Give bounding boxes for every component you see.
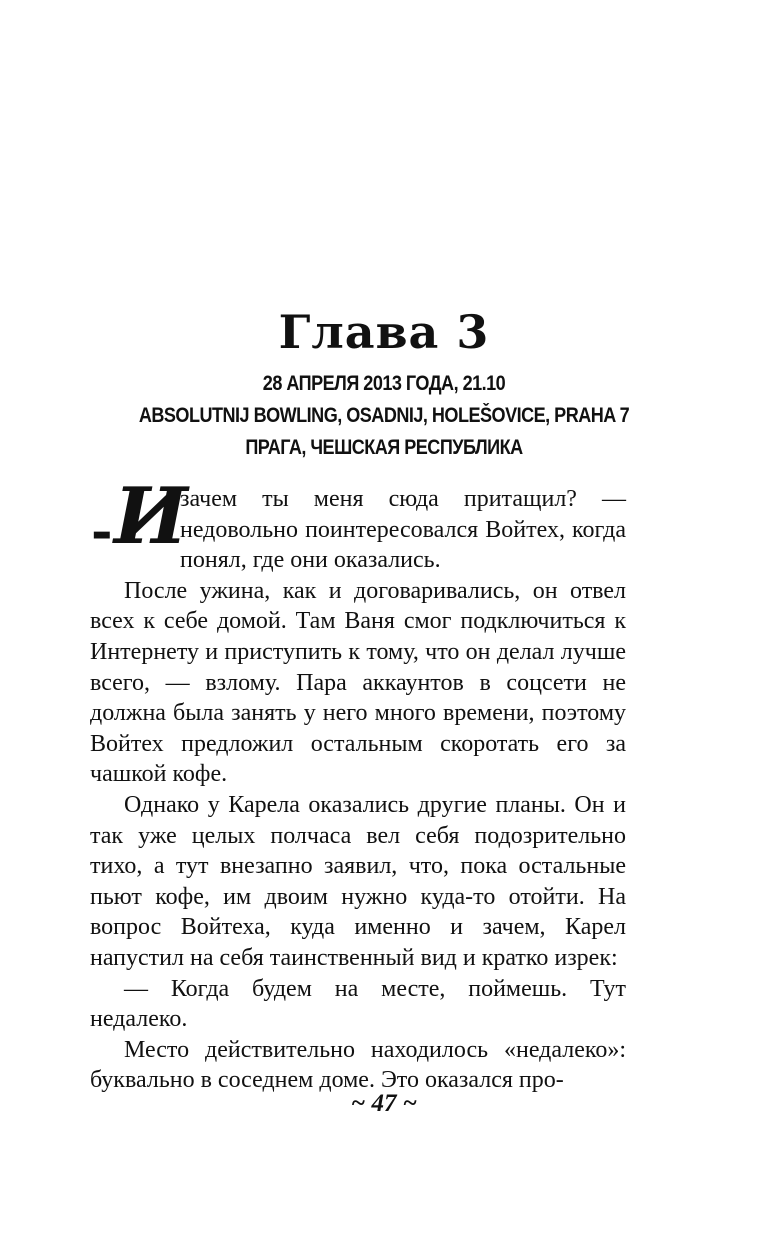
chapter-date-line: 28 АПРЕЛЯ 2013 ГОДА, 21.10 bbox=[262, 372, 506, 395]
paragraph-2: После ужина, как и договаривались, он отвел всех к себе домой. Там Ваня смог подключиться к Интернету и приступить к тому, что он делал лучше всего, — взлому. Пара аккаунтов в соцсети не должна была занять у него много времени, поэтому Войтех предложил остальным скоротать его за чашкой кофе. bbox=[90, 577, 626, 788]
chapter-title: Глава 3 bbox=[278, 305, 490, 359]
chapter-country-line: ПРАГА, ЧЕШСКАЯ РЕСПУБЛИКА bbox=[245, 436, 523, 459]
paragraph-1-text: зачем ты меня сюда притащил? — недовольно поинтересовался Войтех, когда понял, где они оказались. bbox=[180, 486, 626, 574]
drop-cap bbox=[90, 471, 188, 562]
drop-cap-dash: - bbox=[91, 501, 113, 562]
paragraph-4: — Когда будем на месте, поймешь. Тут недалеко. bbox=[90, 975, 626, 1033]
paragraph-3: Однако у Карела оказались другие планы. Он и так уже целых полчаса вел себя подозрительно тихо, а тут внезапно заявил, что, пока остальные пьют кофе, им двоим нужно куда-то отойти. На вопрос Войтеха, куда именно и зачем, Карел напустил на себя таинственный вид и кратко изрек: bbox=[90, 791, 626, 971]
paragraph-1 bbox=[90, 471, 626, 576]
paragraph-5: Место действительно находилось «недалеко»: буквально в соседнем доме. Это оказался про- bbox=[90, 1036, 626, 1094]
page-number: ~ 47 ~ bbox=[351, 1090, 417, 1117]
drop-cap-letter: И bbox=[114, 471, 188, 562]
body-text bbox=[90, 471, 626, 1096]
chapter-place-line: ABSOLUTNIJ BOWLING, OSADNIJ, HOLEŠOVICE, PRAHA 7 bbox=[138, 404, 630, 427]
